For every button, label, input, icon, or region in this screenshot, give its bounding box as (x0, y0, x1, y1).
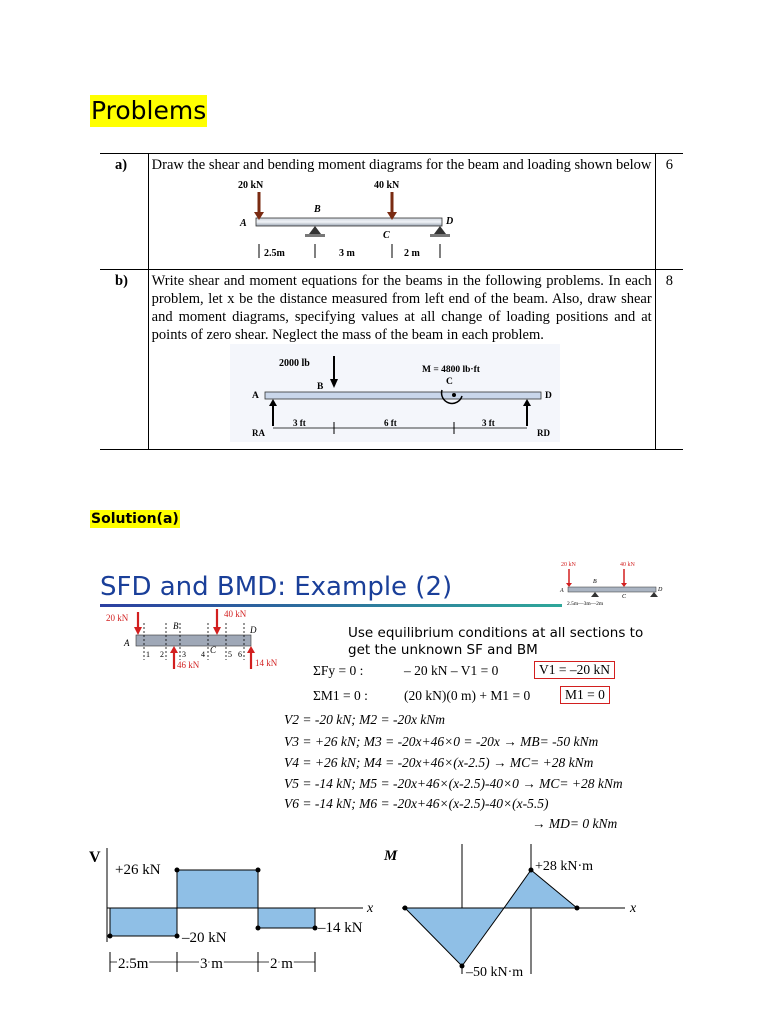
dimension-label: 2.5m (118, 956, 149, 972)
shear-label: –20 kN (182, 930, 227, 946)
dimension-label: 2.5m (263, 248, 285, 259)
shear-block-bc (177, 870, 258, 908)
load-label: 20 kN (237, 180, 263, 191)
problem-text: Draw the shear and bending moment diagrams for the beam and loading shown below (151, 157, 652, 173)
shear-block-cd (258, 908, 315, 928)
point-label: D (658, 587, 663, 593)
load-label: 2000 lb (278, 358, 310, 369)
load-label: 20 kN (561, 562, 576, 568)
dimension-label: 6 ft (383, 418, 397, 428)
section-beam-figure (100, 605, 300, 673)
dimension-label: 2 m (403, 248, 420, 259)
problem-label: a) (100, 154, 148, 270)
section-label: 4 (201, 650, 205, 659)
bending-moment-diagram (380, 842, 650, 982)
beam (265, 392, 541, 399)
dimension-label: 3 m (200, 956, 223, 972)
point-label: A (560, 588, 564, 594)
moment-label: +28 kN·m (535, 859, 594, 874)
section-label: 6 (238, 650, 242, 659)
problems-heading: Problems (91, 96, 207, 125)
reaction-label: 46 kN (177, 660, 200, 670)
load-label: 40 kN (620, 562, 635, 568)
mini-beam-figure (556, 558, 676, 608)
equation-line: V6 = -14 kN; M6 = -20x+46×(x-2.5)-40×(x-5.5) (284, 796, 549, 811)
load-label: 20 kN (106, 613, 129, 623)
slide-intro: Use equilibrium conditions at all sections to get the unknown SF and BM (348, 625, 644, 658)
point-label: A (239, 218, 247, 229)
section-label: 2 (160, 650, 164, 659)
equation-line: V5 = -14 kN; M5 = -20x+46×(x-2.5)-40×0 → MC= +28 kNm (284, 776, 623, 791)
shear-label: +26 kN (115, 862, 161, 878)
moment-region-positive (504, 870, 577, 908)
solution-heading: Solution(a) (91, 511, 179, 527)
beam-figure-a (152, 174, 652, 262)
equation-label: ΣM1 = 0 : (313, 688, 368, 703)
load-label: 40 kN (373, 180, 399, 191)
shear-label: –14 kN (318, 920, 363, 936)
section-label: 3 (182, 650, 186, 659)
problem-row (100, 270, 683, 450)
axis-label: x (630, 901, 637, 916)
equation-line: V4 = +26 kN; M4 = -20x+46×(x-2.5) → MC= +28 kNm (284, 755, 594, 770)
equation-line: V2 = -20 kN; M2 = -20x kNm (284, 712, 446, 727)
point-label: B (593, 579, 597, 585)
problem-marks: 6 (655, 154, 683, 270)
shear-force-diagram (85, 842, 385, 982)
equation-label: ΣFy = 0 : (313, 663, 364, 678)
equation-result: M1 = 0 (560, 686, 610, 704)
point-label: D (544, 391, 552, 401)
equation-result: V1 = –20 kN (534, 661, 615, 679)
roller-support (434, 226, 446, 234)
reaction-label: RA (251, 428, 265, 438)
pin-support (309, 226, 321, 234)
dimension-label: 3 m (338, 248, 355, 259)
problem-text: Write shear and moment equations for the beams in the following problems. In each problem, let x be the distance measured from left end of the beam. Also, draw shear and moment diagrams, specifying values at all change of loading positions and at points of zero shear. Neglect the mass of the beam in each problem. (151, 273, 652, 343)
point-label: C (622, 594, 627, 600)
dimension-label: 3 ft (481, 418, 495, 428)
section-label: 5 (228, 650, 232, 659)
shear-block-ab (110, 908, 177, 936)
point-label: C (210, 645, 217, 655)
point-label: D (445, 216, 453, 227)
moment-region-negative (405, 908, 504, 966)
axis-label: x (367, 901, 374, 916)
moment-label: –50 kN·m (466, 965, 524, 980)
axis-label: M (384, 848, 398, 864)
point-label: C (382, 230, 390, 241)
dimension-label: 3 ft (292, 418, 306, 428)
reaction-label: 14 kN (255, 658, 278, 668)
point-label: B (313, 204, 321, 215)
slide-title: SFD and BMD: Example (2) (100, 572, 453, 602)
point-label: B (173, 621, 179, 631)
equation-line: V3 = +26 kN; M3 = -20x+46×0 = -20x → MB= -50 kNm (284, 734, 599, 749)
dimension-label: 2 m (270, 956, 293, 972)
problem-marks: 8 (655, 270, 683, 450)
equation: (20 kN)(0 m) + M1 = 0 (404, 688, 531, 703)
point-label: A (124, 638, 130, 648)
problem-label: b) (100, 270, 148, 450)
equation-line: → MD= 0 kNm (532, 816, 618, 831)
beam (568, 587, 656, 592)
beam (256, 218, 442, 226)
beam-figure-b (152, 344, 652, 442)
load-label: 40 kN (224, 609, 247, 619)
dimension-label: 2.5m—3m—2m (567, 601, 604, 607)
equation: – 20 kN – V1 = 0 (404, 663, 499, 678)
point-label: D (250, 625, 257, 635)
problem-row (100, 154, 683, 270)
moment-label: M = 4800 lb·ft (421, 365, 480, 375)
point-label: C (445, 377, 453, 387)
point-label: A (251, 391, 259, 401)
point-label: B (316, 382, 324, 392)
beam (136, 635, 251, 646)
reaction-label: RD (536, 428, 550, 438)
problems-table (100, 153, 683, 450)
section-label: 1 (146, 650, 150, 659)
axis-label: V (89, 849, 101, 866)
